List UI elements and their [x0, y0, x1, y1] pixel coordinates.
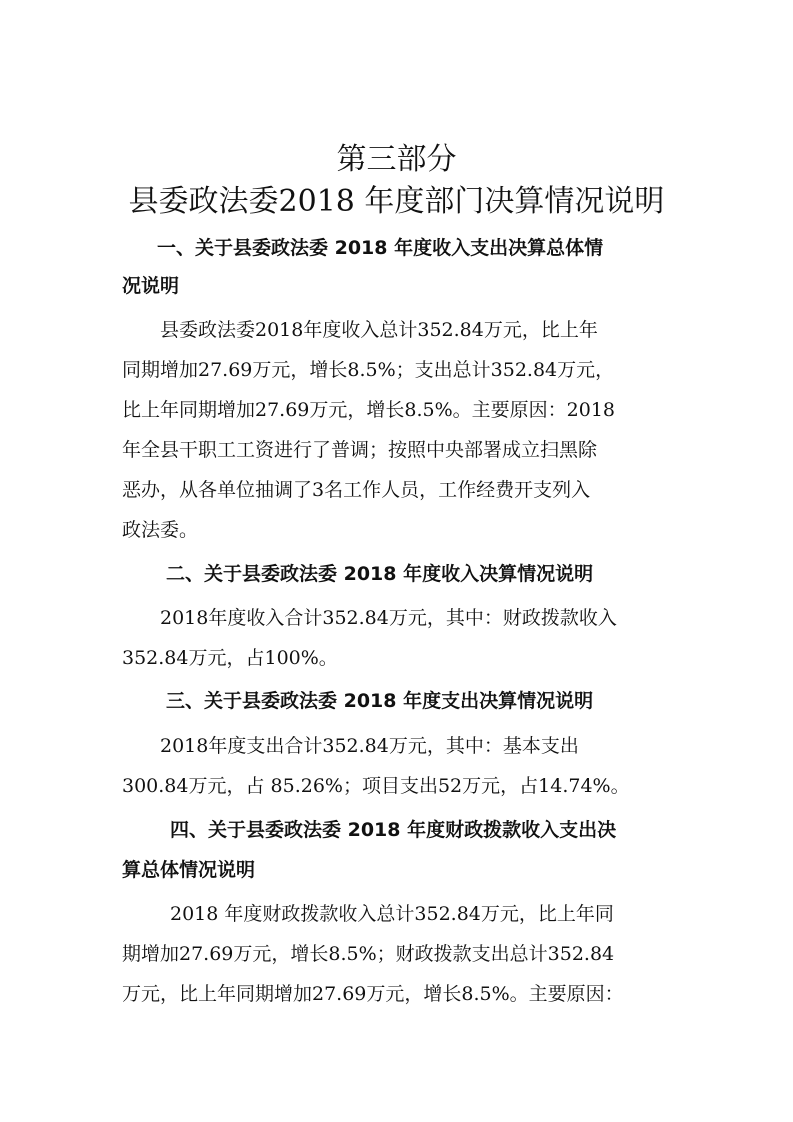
section-1-body-line-4: 年全县干职工工资进行了普调；按照中央部署成立扫黑除: [122, 439, 598, 461]
section-1-body-line-3: 比上年同期增加27.69万元，增长8.5%。主要原因：2018: [122, 399, 616, 421]
section-3-body-line-1: 2018年度支出合计352.84万元，其中：基本支出: [160, 735, 579, 757]
section-1-heading-line-2: 况说明: [122, 275, 180, 297]
section-4-heading-line-1: 四、关于县委政法委 2018 年度财政拨款收入支出决: [170, 819, 617, 841]
section-4-heading-line-2: 算总体情况说明: [122, 859, 256, 881]
section-1-heading-line-1: 一、关于县委政法委 2018 年度收入支出决算总体情: [157, 237, 604, 259]
section-4-body-line-1: 2018 年度财政拨款收入总计352.84万元，比上年同: [170, 903, 614, 925]
section-3-body-line-2: 300.84万元，占 85.26%；项目支出52万元，占14.74%。: [122, 775, 630, 797]
part-title: 第三部分: [336, 142, 457, 177]
section-4-body-line-3: 万元，比上年同期增加27.69万元，增长8.5%。主要原因：: [122, 983, 624, 1005]
section-2-body-line-2: 352.84万元，占100%。: [122, 647, 338, 669]
section-2-heading: 二、关于县委政法委 2018 年度收入决算情况说明: [166, 563, 594, 585]
document-title: 县委政法委2018 年度部门决算情况说明: [128, 184, 665, 219]
section-1-body-line-2: 同期增加27.69万元，增长8.5%；支出总计352.84万元，: [122, 359, 615, 381]
section-3-heading: 三、关于县委政法委 2018 年度支出决算情况说明: [166, 690, 594, 712]
section-2-body-line-1: 2018年度收入合计352.84万元，其中：财政拨款收入: [160, 607, 617, 629]
section-1-body-line-1: 县委政法委2018年度收入总计352.84万元，比上年: [160, 319, 598, 341]
section-4-body-line-2: 期增加27.69万元，增长8.5%；财政拨款支出总计352.84: [122, 943, 615, 965]
section-1-body-line-6: 政法委。: [122, 519, 199, 541]
section-1-body-line-5: 恶办，从各单位抽调了3名工作人员，工作经费开支列入: [122, 479, 591, 501]
